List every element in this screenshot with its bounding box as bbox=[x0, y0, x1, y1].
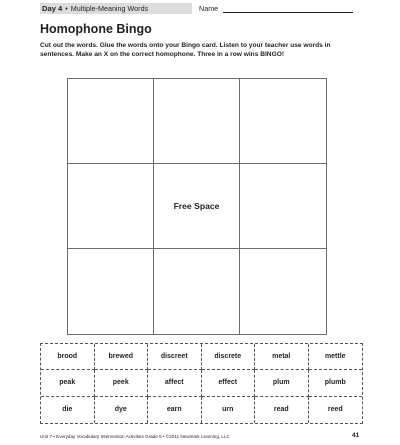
instructions: Cut out the words. Glue the words onto your Bingo card. Listen to your teacher use words in sentences. Make an X on the correct homophone. Three in a row wins BINGO! bbox=[40, 42, 331, 58]
word-card[interactable]: reed bbox=[327, 406, 343, 414]
name-label: Name bbox=[199, 4, 219, 13]
bingo-cell[interactable] bbox=[68, 249, 154, 334]
page-title: Homophone Bingo bbox=[40, 22, 152, 36]
word-card[interactable]: affect bbox=[148, 370, 202, 396]
word-card[interactable]: discrete bbox=[202, 344, 256, 370]
word-card[interactable]: peek bbox=[95, 370, 149, 396]
word-card[interactable]: dye bbox=[95, 397, 149, 423]
bingo-cell[interactable] bbox=[154, 79, 240, 164]
word-card[interactable]: brood bbox=[41, 344, 95, 370]
day-label: Day 4 bbox=[42, 4, 63, 13]
word-card[interactable]: effect bbox=[202, 370, 256, 396]
header-bullet: • bbox=[65, 4, 68, 13]
word-card[interactable]: read bbox=[255, 397, 309, 423]
word-card[interactable]: die bbox=[41, 397, 95, 423]
bingo-cell[interactable] bbox=[240, 79, 326, 164]
header-day-topic bbox=[42, 3, 148, 14]
word-card[interactable]: mettle bbox=[309, 344, 363, 370]
bingo-card bbox=[67, 78, 327, 335]
bingo-cell[interactable] bbox=[68, 79, 154, 164]
word-card[interactable]: brewed bbox=[95, 344, 149, 370]
word-cutout-grid bbox=[40, 343, 363, 424]
word-card[interactable]: discreet bbox=[148, 344, 202, 370]
word-card[interactable]: earn bbox=[148, 397, 202, 423]
name-write-line[interactable] bbox=[223, 12, 353, 13]
bingo-cell[interactable] bbox=[240, 249, 326, 334]
word-card[interactable]: metal bbox=[255, 344, 309, 370]
word-card[interactable]: peak bbox=[41, 370, 95, 396]
bingo-free-space: Free Space bbox=[154, 164, 240, 249]
topic-label: Multiple-Meaning Words bbox=[70, 4, 149, 13]
bingo-cell[interactable] bbox=[68, 164, 154, 249]
word-card[interactable]: urn bbox=[202, 397, 256, 423]
page-footer: Unit 7 • Everyday Vocabulary Intervention Activities Grade 5 • ©2011 Newmark Learning, LLC bbox=[40, 434, 230, 439]
bingo-cell[interactable] bbox=[154, 249, 240, 334]
word-card[interactable]: plumb bbox=[309, 370, 363, 396]
word-card[interactable]: plum bbox=[255, 370, 309, 396]
bingo-cell[interactable] bbox=[240, 164, 326, 249]
page-number: 41 bbox=[352, 432, 360, 439]
